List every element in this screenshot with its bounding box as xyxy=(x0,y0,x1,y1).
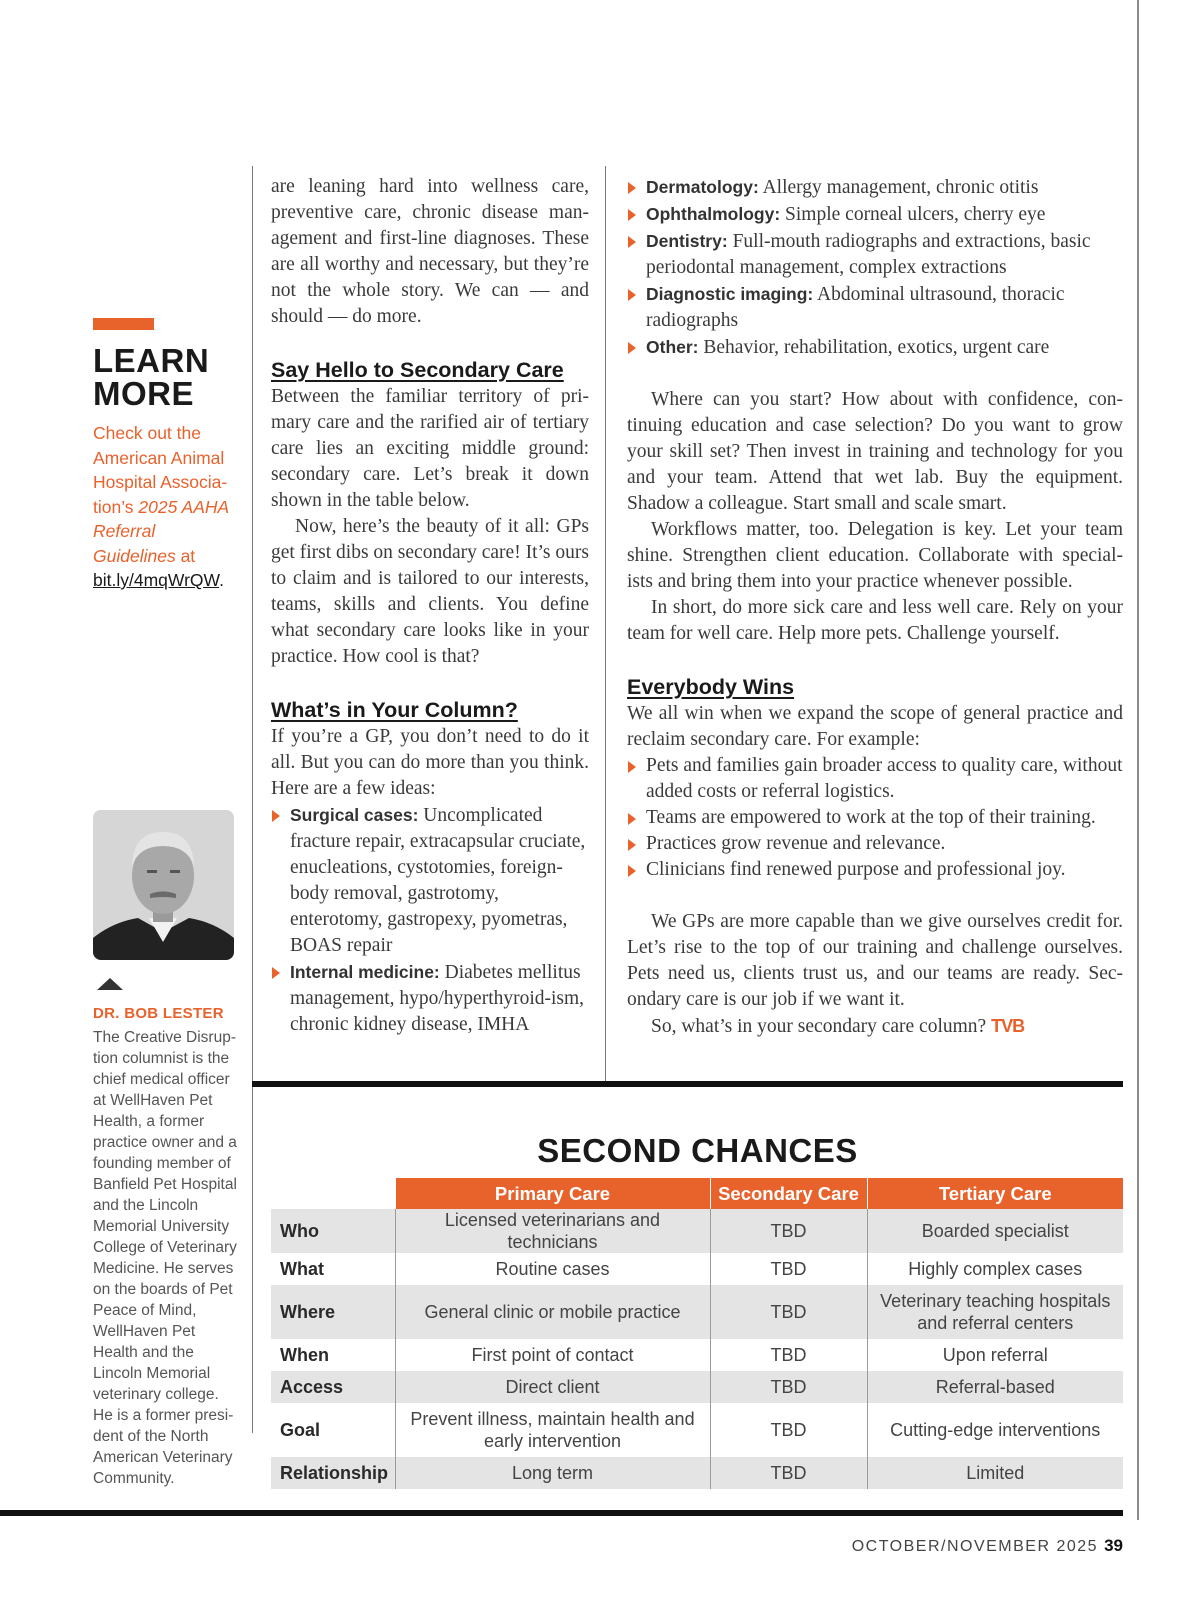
table-cell: TBD xyxy=(710,1285,867,1339)
row-label: Access xyxy=(271,1371,395,1403)
learn-more-sidebar xyxy=(93,318,239,593)
list-item: Diagnostic imaging: Abdominal ultrasound, thoracic radiographs xyxy=(627,281,1123,334)
list-item: Ophthalmology: Simple corneal ulcers, cherry eye xyxy=(627,201,1123,228)
footer-rule xyxy=(0,1510,1123,1516)
row-label: Who xyxy=(271,1209,395,1253)
list-item: Dentistry: Full-mouth radiographs and extractions, basic periodontal management, complex extractions xyxy=(627,228,1123,281)
body-paragraph: Between the familiar territory of pri-mary care and the rarified air of tertiary care lies an exciting middle ground: secondary care. Let’s break it down shown in the table below. xyxy=(271,386,589,511)
table-cell: Cutting-edge interventions xyxy=(867,1403,1123,1457)
learn-more-title: LEARN MORE xyxy=(93,342,210,412)
list-item: Surgical cases: Uncomplicated fracture repair, extracapsular cruciate, enucleations, cystotomies, foreign-body removal, gastrotomy, enterotomy, gastropexy, pyometras, BOAS repair xyxy=(271,802,589,959)
article-column-right xyxy=(627,174,1123,1040)
body-paragraph: Where can you start? How about with confidence, con-tinuing education and case selection? Do you want to grow your skill set? Then invest in training and technology for you and your team. Attend that wet lab. Buy the equipment. Shadow a colleague. Start small and scale smart. xyxy=(627,389,1123,514)
table-cell: TBD xyxy=(710,1457,867,1489)
list-item: Pets and families gain broader access to quality care, without added costs or referral logistics. xyxy=(627,753,1123,805)
table-cell: Highly complex cases xyxy=(867,1253,1123,1285)
column-header: Primary Care xyxy=(395,1178,710,1209)
row-label: Where xyxy=(271,1285,395,1339)
table-row xyxy=(271,1371,1123,1403)
table-row xyxy=(271,1339,1123,1371)
table-cell: Limited xyxy=(867,1457,1123,1489)
table-cell: TBD xyxy=(710,1339,867,1371)
table-row xyxy=(271,1285,1123,1339)
table-cell: Boarded specialist xyxy=(867,1209,1123,1253)
column-divider xyxy=(605,166,606,1081)
author-portrait-image xyxy=(93,810,234,960)
table-cell: TBD xyxy=(710,1403,867,1457)
table-row xyxy=(271,1209,1123,1253)
body-paragraph: Now, here’s the beauty of it all: GPs get first dibs on secondary care! It’s ours to claim and is tailored to our interests, teams, skills and clients. You define what secondary care looks like in your practice. How cool is that? xyxy=(271,516,589,667)
table-cell: Licensed veterinarians and technicians xyxy=(395,1209,710,1253)
section-heading-your-column: What’s in Your Column? xyxy=(271,698,518,722)
table-row xyxy=(271,1457,1123,1489)
sidebar-divider xyxy=(252,166,253,1433)
table-header-row xyxy=(271,1178,1123,1209)
page-footer xyxy=(852,1536,1123,1556)
row-label: Goal xyxy=(271,1403,395,1457)
row-label: Relationship xyxy=(271,1457,395,1489)
caption-arrow-icon xyxy=(97,978,123,990)
table-cell: Routine cases xyxy=(395,1253,710,1285)
table-top-rule xyxy=(252,1081,1123,1087)
benefits-list xyxy=(627,753,1123,883)
table-cell: First point of contact xyxy=(395,1339,710,1371)
body-paragraph: If you’re a GP, you don’t need to do it all. But you can do more than you think. Here are a few ideas: xyxy=(271,726,589,799)
list-item: Dermatology: Allergy management, chronic otitis xyxy=(627,174,1123,201)
author-photo xyxy=(93,810,234,960)
table-cell: Direct client xyxy=(395,1371,710,1403)
list-item: Teams are empowered to work at the top of their training. xyxy=(627,805,1123,831)
author-bio: The Creative Disrup-tion columnist is the chief medical officer at WellHaven Pet Health, a former practice owner and a founding member of Banfield Pet Hospital and the Lincoln Memorial University College of Veterinary Medicine. He serves on the boards of Pet Peace of Mind, WellHaven Pet Health and the Lincoln Memorial veterinary college. He is a former presi-dent of the North American Veterinary Community. xyxy=(93,1029,237,1487)
table-cell: Veterinary teaching hospitals and referral centers xyxy=(867,1285,1123,1339)
column-header: Tertiary Care xyxy=(867,1178,1123,1209)
section-heading-secondary-care: Say Hello to Secondary Care xyxy=(271,358,564,382)
end-mark-logo: TVB xyxy=(991,1016,1025,1036)
list-item: Practices grow revenue and relevance. xyxy=(627,831,1123,857)
ideas-list-continued xyxy=(627,174,1123,361)
table-cell: General clinic or mobile practice xyxy=(395,1285,710,1339)
closing-paragraph: So, what’s in your secondary care column? TVB xyxy=(651,1016,1025,1037)
list-item: Internal medicine: Diabetes mellitus management, hypo/hyperthyroid-ism, chronic kidney disease, IMHA xyxy=(271,959,589,1038)
author-name: DR. BOB LESTER xyxy=(93,1005,224,1022)
body-paragraph: We GPs are more capable than we give ourselves credit for. Let’s rise to the top of our training and challenge ourselves. Pets need us, clients trust us, and our teams are ready. Sec-ondary care is our job if we want it. xyxy=(627,911,1123,1010)
page-number: 39 xyxy=(1104,1536,1123,1555)
ideas-list xyxy=(271,802,589,1038)
body-paragraph: We all win when we expand the scope of general practice and reclaim secondary care. For example: xyxy=(627,703,1123,750)
care-comparison-table xyxy=(271,1178,1123,1489)
row-label: When xyxy=(271,1339,395,1371)
list-item: Other: Behavior, rehabilitation, exotics, urgent care xyxy=(627,334,1123,361)
learn-more-accent-bar xyxy=(93,318,154,330)
body-paragraph: Workflows matter, too. Delegation is key. Let your team shine. Strengthen client education. Collaborate with special-ists and bring them into your practice whenever possible. xyxy=(627,519,1123,592)
table-cell: Referral-based xyxy=(867,1371,1123,1403)
page-edge-rule xyxy=(1137,0,1139,1520)
table-cell: Upon referral xyxy=(867,1339,1123,1371)
table-row xyxy=(271,1253,1123,1285)
table-cell: Prevent illness, maintain health and early intervention xyxy=(395,1403,710,1457)
column-header: Secondary Care xyxy=(710,1178,867,1209)
table-row xyxy=(271,1403,1123,1457)
learn-more-text: Check out the American Animal Hospital Associa-tion’s 2025 AAHA Referral Guidelines at bit.ly/4mqWrQW. xyxy=(93,423,229,590)
intro-paragraph: are leaning hard into wellness care, preventive care, chronic disease man-agement and first-line diagnoses. These are all worthy and necessary, but they’re not the whole story. We can — and should — do more. xyxy=(271,176,589,327)
article-column-middle xyxy=(271,174,589,1038)
section-heading-everybody-wins: Everybody Wins xyxy=(627,675,795,699)
body-paragraph: In short, do more sick care and less well care. Rely on your team for well care. Help more pets. Challenge yourself. xyxy=(627,597,1123,644)
issue-date: OCTOBER/NOVEMBER 2025 xyxy=(851,1538,1099,1555)
list-item: Clinicians find renewed purpose and professional joy. xyxy=(627,857,1123,883)
table-cell: TBD xyxy=(710,1209,867,1253)
referral-guidelines-link[interactable]: bit.ly/4mqWrQW xyxy=(93,570,220,590)
table-cell: TBD xyxy=(710,1371,867,1403)
table-cell: Long term xyxy=(395,1457,710,1489)
table-cell: TBD xyxy=(710,1253,867,1285)
row-label: What xyxy=(271,1253,395,1285)
table-title: SECOND CHANCES xyxy=(537,1132,858,1169)
